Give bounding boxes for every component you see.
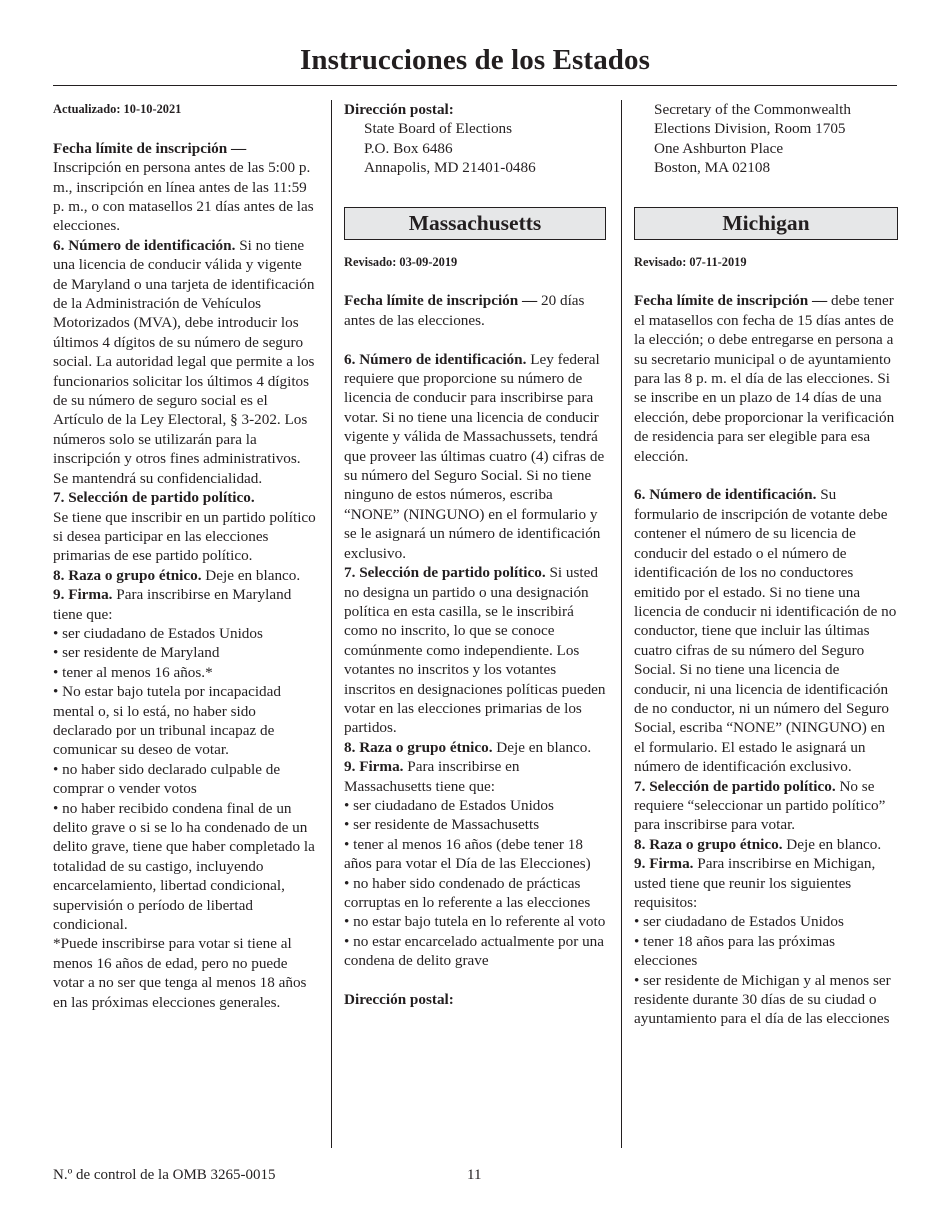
state-heading-michigan: Michigan	[634, 207, 898, 240]
requirement-item: • tener al menos 16 años (debe tener 18 años para votar el Día de las Elecciones)	[344, 835, 591, 873]
requirement-item: • ser residente de Massachusetts	[344, 816, 540, 834]
requirement-item: • ser ciudadano de Estados Unidos	[634, 913, 844, 931]
signature-text: Para inscribirse en Massachusetts tiene que:	[344, 758, 520, 795]
party-section	[53, 488, 317, 566]
id-section	[634, 485, 898, 776]
id-section	[344, 350, 606, 563]
column-divider-1	[331, 100, 332, 1148]
id-label: 6. Número de identificación.	[53, 236, 236, 254]
deadline-label: Fecha límite de inscripción —	[634, 292, 828, 310]
party-label: 7. Selección de partido político.	[344, 564, 546, 582]
party-text: Si usted no designa un partido o una designación política en esta casilla, se le inscribirá como no inscrito, lo que se conoce comúnmente como independiente. Los votantes no inscritos y los votantes inscritos en designaciones políticas pueden votar en las elecciones primarias de los partidos.	[344, 564, 606, 737]
race-section	[53, 566, 317, 585]
requirement-item: • ser residente de Michigan y al menos ser residente durante 30 días de su ciudad o ayuntamiento para el día de las elecciones	[634, 971, 891, 1028]
signature-label: 9. Firma.	[344, 758, 404, 776]
requirement-item: • no haber sido declarado culpable de comprar o vender votos	[53, 760, 281, 798]
party-label: 7. Selección de partido político.	[634, 777, 836, 795]
deadline-section	[344, 291, 606, 330]
id-section	[53, 236, 317, 488]
party-section	[634, 777, 898, 835]
updated-date: Actualizado: 10-10-2021	[53, 102, 182, 116]
race-text: Deje en blanco.	[786, 835, 882, 853]
race-text: Deje en blanco.	[496, 738, 592, 756]
column-divider-2	[621, 100, 622, 1148]
requirement-item: • no estar encarcelado actualmente por una condena de delito grave	[344, 932, 604, 970]
race-label: 8. Raza o grupo étnico.	[53, 566, 202, 584]
requirement-item: • no haber sido condenado de prácticas corruptas en lo referente a las elecciones	[344, 874, 591, 911]
deadline-label: Fecha límite de inscripción —	[53, 139, 247, 157]
mailing-address-label: Dirección postal:	[344, 101, 454, 118]
signature-text: Para inscribirse en Michigan, usted tiene que reunir los siguientes requisitos:	[634, 855, 876, 911]
deadline-text: debe tener el matasellos con fecha de 15 días antes de la elección; o debe entregarse en persona a su secretario municipal o de ayuntamiento para las 8 p. m. el día de las elecciones. Si se inscribe en un plazo de 14 días de una elección, debe proporcionar la verificación de residencia para ser elegible para esa elección.	[634, 292, 895, 465]
party-text: No se requiere “seleccionar un partido político” para inscribirse para votar.	[634, 777, 886, 834]
requirement-item: • ser residente de Maryland	[53, 644, 220, 662]
address-line: State Board of Elections	[364, 120, 513, 138]
id-text: Si no tiene una licencia de conducir válida y vigente de Maryland o una tarjeta de identificación de la Administración de Vehículos Motorizados (MVA), debe introducir los últimos 4 dígitos de su número de seguro social. La autoridad legal que permite a los funcionarios solicitar los últimos 4 dígitos de su número de seguro social es el Artículo de la Ley Electoral, § 3-202. Los números solo se utilizarán para la inscripción y otros fines administrativos. Se mantendrá su confidencialidad.	[53, 236, 315, 487]
deadline-section	[53, 139, 317, 236]
requirement-item: • ser ciudadano de Estados Unidos	[344, 796, 554, 814]
race-label: 8. Raza o grupo étnico.	[634, 835, 783, 853]
deadline-section	[634, 291, 898, 466]
signature-label: 9. Firma.	[53, 586, 113, 604]
deadline-label: Fecha límite de inscripción —	[344, 292, 538, 310]
address-line: Boston, MA 02108	[654, 159, 771, 177]
state-heading-massachusetts: Massachusetts	[344, 207, 606, 240]
requirement-item: • no haber recibido condena final de un delito grave o si se lo ha condenado de un delito grave, tiene que haber completado la totalidad de su castigo, incluyendo encarcelamiento, libertad condicional, supervisión o período de libertad condicional.	[53, 799, 315, 934]
requirement-item: • ser ciudadano de Estados Unidos	[53, 624, 263, 642]
footnote: *Puede inscribirse para votar si tiene al menos 16 años de edad, pero no puede votar a no ser que tenga al menos 18 años en las próximas elecciones generales.	[53, 935, 307, 1011]
requirement-item: • tener 18 años para las próximas elecciones	[634, 932, 836, 970]
id-text: Ley federal requiere que proporcione su número de licencia de conducir para inscribirse para votar. Si no tiene una licencia de conducir vigente y válida de Massachussets, tendrá que proveer las últimas cuatro (4) cifras de su número del Seguro Social. Si no tiene ninguno de estos números, escriba “NONE” (NINGUNO) en el formulario y se le asignará un número de identificación exclusivo.	[344, 350, 605, 562]
signature-section	[53, 585, 317, 624]
signature-section	[344, 757, 606, 796]
revised-date: Revisado: 07-11-2019	[634, 254, 747, 269]
column-maryland	[53, 100, 317, 1012]
column-michigan	[634, 100, 898, 1029]
signature-text: Para inscribirse en Maryland tiene que:	[53, 586, 292, 623]
address-line: Annapolis, MD 21401-0486	[364, 159, 536, 177]
address-line: Secretary of the Commonwealth	[654, 101, 851, 118]
race-label: 8. Raza o grupo étnico.	[344, 738, 493, 756]
id-text: Su formulario de inscripción de votante debe contener el número de su licencia de conducir del estado o el número de identificación de los no conductores emitido por el estado. Si no tiene una licencia de conducir ni identificación de no conductor, tiene que incluir las últimas cuatro cifras de su número del Seguro Social. Si no tiene una licencia de conducir, ni una licencia de identificación de no conductor, ni un número del Seguro Social, escriba “NONE” (NINGUNO) en el formulario. El estado le asignará un número de identificación exclusivo.	[634, 486, 897, 776]
address-line: Elections Division, Room 1705	[654, 120, 846, 138]
party-label: 7. Selección de partido político.	[53, 489, 255, 507]
deadline-text: 20 días antes de las elecciones.	[344, 292, 585, 329]
omb-control-number: N.º de control de la OMB 3265-0015	[53, 1167, 276, 1183]
requirement-item: • No estar bajo tutela por incapacidad mental o, si lo está, no haber sido declarado por un tribunal incapaz de comunicar su deseo de votar.	[53, 683, 281, 759]
party-section	[344, 563, 606, 738]
requirement-item: • tener al menos 16 años.*	[53, 663, 213, 681]
mailing-address-label: Dirección postal:	[344, 991, 454, 1009]
address-line: One Ashburton Place	[654, 139, 784, 157]
race-section	[634, 835, 898, 854]
party-text: Se tiene que inscribir en un partido político si desea participar en las elecciones primarias de ese partido político.	[53, 508, 316, 565]
page-title: Instrucciones de los Estados	[299, 44, 651, 76]
id-label: 6. Número de identificación.	[344, 350, 527, 368]
column-massachusetts	[344, 100, 606, 1009]
revised-date: Revisado: 03-09-2019	[344, 254, 458, 269]
race-section	[344, 738, 606, 757]
address-line: P.O. Box 6486	[364, 139, 453, 157]
signature-section	[634, 854, 898, 912]
requirement-item: • no estar bajo tutela en lo referente al voto	[344, 913, 606, 931]
race-text: Deje en blanco.	[205, 566, 301, 584]
page-number: 11	[467, 1167, 482, 1183]
deadline-text: Inscripción en persona antes de las 5:00 p. m., inscripción en línea antes de las 11:59 p. m., o con matasellos 21 días antes de las elecciones.	[53, 159, 314, 235]
signature-label: 9. Firma.	[634, 855, 694, 873]
id-label: 6. Número de identificación.	[634, 486, 817, 504]
title-divider	[53, 85, 897, 86]
